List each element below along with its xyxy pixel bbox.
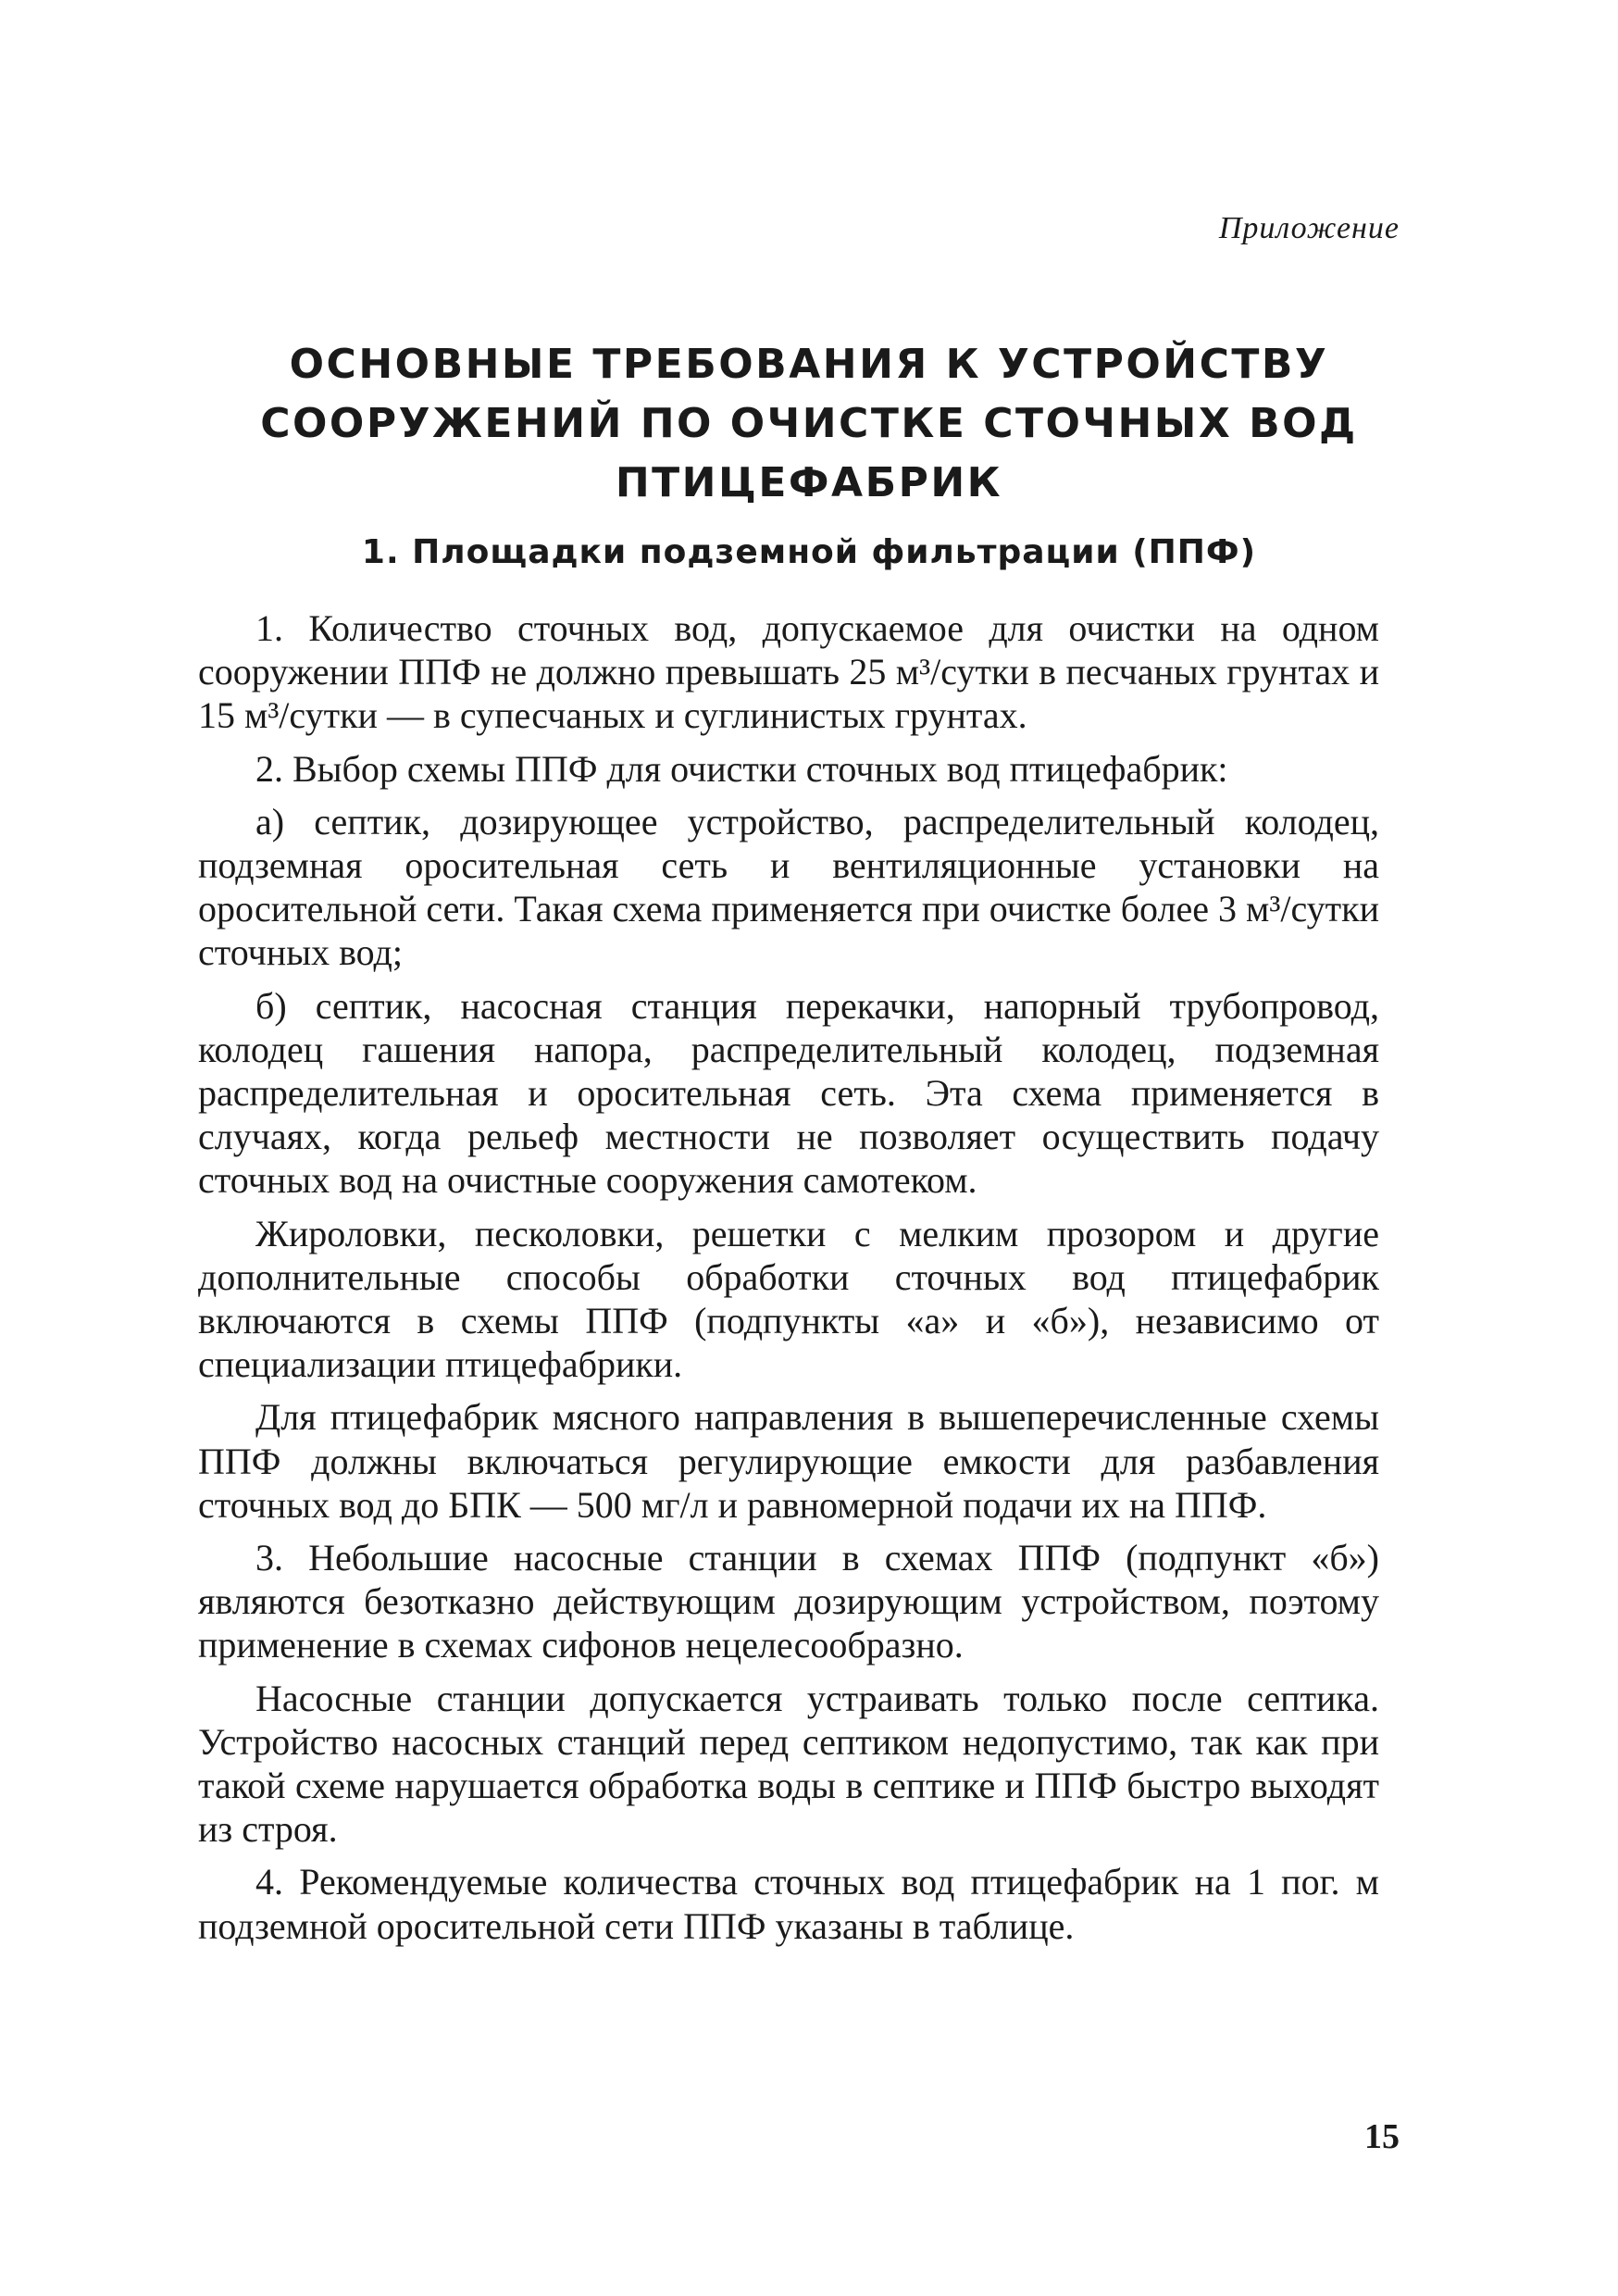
paragraph: а) септик, дозирующее устройство, распределительный колодец, подземная оросительная сеть и вентиляционные установки на оросительной сети. Такая схема применяется при очистке более 3 м³/сутки сточных вод; <box>198 800 1379 974</box>
appendix-label: Приложение <box>1218 211 1400 245</box>
body-text <box>198 606 1379 1957</box>
document-title <box>198 335 1420 513</box>
paragraph: Насосные станции допускается устраивать только после септика. Устройство насосных станций перед септиком недопустимо, так как при такой схеме нарушается обработка воды в септике и ППФ быстро выходят из строя. <box>198 1677 1379 1851</box>
paragraph: б) септик, насосная станция перекачки, напорный трубопровод, колодец гашения напора, распределительный колодец, подземная распределительная и оросительная сеть. Эта схема применяется в случаях, когда рельеф местности не позволяет осуществить подачу сточных вод на очистные сооружения самотеком. <box>198 984 1379 1202</box>
paragraph: Для птицефабрик мясного направления в вышеперечисленные схемы ППФ должны включаться регулирующие емкости для разбавления сточных вод до БПК — 500 мг/л и равномерной подачи их на ППФ. <box>198 1396 1379 1526</box>
paragraph: 3. Небольшие насосные станции в схемах ППФ (подпункт «б») являются безотказно действующим дозирующим устройством, поэтому применение в схемах сифонов нецелесообразно. <box>198 1537 1379 1666</box>
page-number: 15 <box>1364 2117 1400 2156</box>
paragraph: Жироловки, песколовки, решетки с мелким прозором и другие дополнительные способы обработки сточных вод птицефабрик включаются в схемы ППФ (подпункты «а» и «б»), независимо от специализации птицефабрики. <box>198 1212 1379 1386</box>
title-line: ПТИЦЕФАБРИК <box>615 459 1003 506</box>
paragraph: 4. Рекомендуемые количества сточных вод птицефабрик на 1 пог. м подземной оросительной сети ППФ указаны в таблице. <box>198 1861 1379 1947</box>
section-heading: 1. Площадки подземной фильтрации (ППФ) <box>361 533 1257 571</box>
paragraph: 2. Выбор схемы ППФ для очистки сточных вод птицефабрик: <box>255 747 1228 790</box>
paragraph: 1. Количество сточных вод, допускаемое для очистки на одном сооружении ППФ не должно превышать 25 м³/сутки в песчаных грунтах и 15 м³/сутки — в супесчаных и суглинистых грунтах. <box>198 607 1379 737</box>
title-line: СООРУЖЕНИЙ ПО ОЧИСТКЕ СТОЧНЫХ ВОД <box>260 400 1358 447</box>
title-line: ОСНОВНЫЕ ТРЕБОВАНИЯ К УСТРОЙСТВУ <box>289 341 1329 388</box>
